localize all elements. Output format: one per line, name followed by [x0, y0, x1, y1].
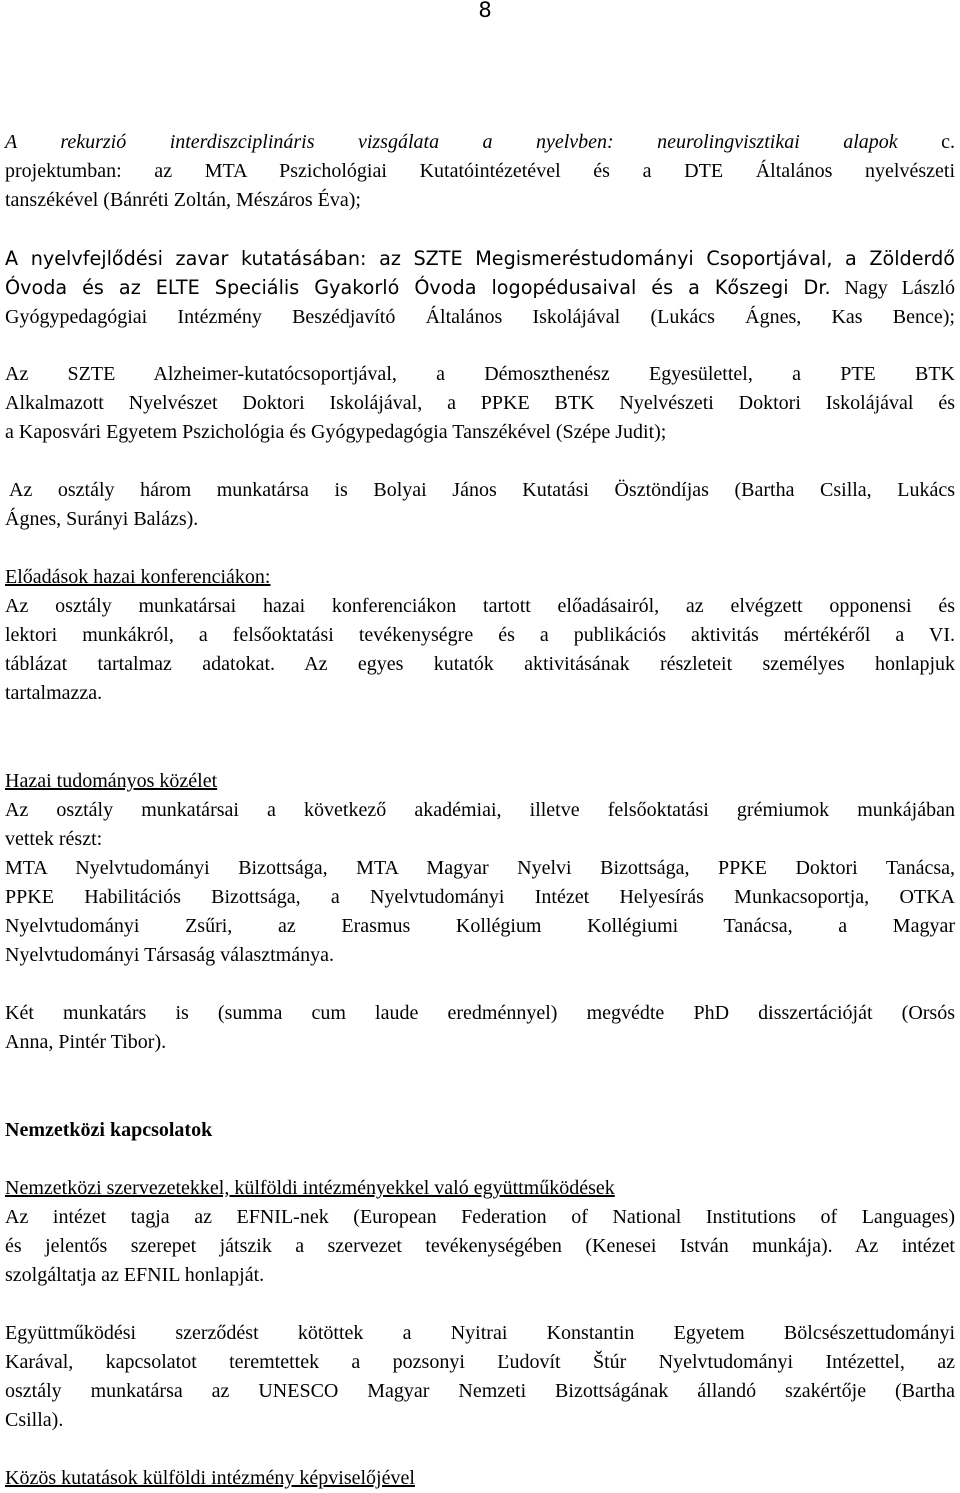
paragraph-text: c. — [941, 131, 956, 153]
paragraph-line: PPKE Habilitációs Bizottsága, a Nyelvtudományi Intézet Helyesírás Munkacsoportja, OTKA — [5, 886, 955, 908]
paragraph-line: Az SZTE Alzheimer-kutatócsoportjával, a Démoszthenész Egyesülettel, a PTE BTK — [5, 363, 955, 385]
paragraph-line: lektori munkákról, a felsőoktatási tevékenységre és a publikációs aktivitás mértékéről a VI. — [5, 624, 955, 646]
paragraph-line: Együttműködési szerződést kötöttek a Nyitrai Konstantin Egyetem Bölcsészettudományi — [5, 1322, 955, 1344]
heading-kozos — [5, 1464, 955, 1493]
paragraph-alzheimer — [5, 360, 955, 447]
page-number: 8 — [478, 0, 492, 22]
paragraph-line: Ágnes, Surányi Balázs). — [5, 508, 199, 530]
paragraph-line: tanszékével (Bánréti Zoltán, Mészáros Éva); — [5, 189, 361, 211]
paragraph-rekurzio — [5, 128, 955, 215]
paragraph-nyelvfejlodesi — [5, 244, 955, 332]
paragraph-text: Nagy László — [844, 277, 955, 299]
paragraph-line: projektumban: az MTA Pszichológiai Kutatóintézetével és a DTE Általános nyelvészeti — [5, 160, 955, 182]
paragraph-text: Óvoda és az ELTE Speciális Gyakorló Óvoda logopédusaival és a Kőszegi Dr. — [5, 276, 831, 299]
heading-szervezetek — [5, 1174, 955, 1203]
paragraph-phd — [5, 999, 955, 1057]
paragraph-line: szolgáltatja az EFNIL honlapját. — [5, 1264, 265, 1286]
paragraph-egyuttmukodes — [5, 1319, 955, 1435]
paragraph-line: táblázat tartalmaz adatokat. Az egyes kutatók aktivitásának részleteit személyes honlapjuk — [5, 653, 955, 675]
paragraph-line: tartalmazza. — [5, 682, 103, 704]
paragraph-line: Az intézet tagja az EFNIL-nek (European Federation of National Institutions of Languages) — [5, 1206, 955, 1228]
section-heading: Közös kutatások külföldi intézmény képviselőjével — [5, 1467, 415, 1489]
paragraph-line — [5, 128, 955, 157]
heading-eloadasok — [5, 563, 955, 592]
section-heading: Nemzetközi kapcsolatok — [5, 1119, 213, 1141]
paragraph-line: osztály munkatársa az UNESCO Magyar Nemzeti Bizottságának állandó szakértője (Bartha — [5, 1380, 955, 1402]
paragraph-line: Anna, Pintér Tibor). — [5, 1031, 167, 1053]
paragraph-efnil — [5, 1203, 955, 1290]
paragraph-line — [5, 273, 955, 303]
paragraph-bolyai — [5, 476, 955, 534]
heading-hazai — [5, 767, 955, 796]
paragraph-eloadasok — [5, 592, 955, 708]
paragraph-line: Gyógypedagógiai Intézmény Beszédjavító Általános Iskolájával (Lukács Ágnes, Kas Bence); — [5, 306, 955, 328]
paragraph-line: Az osztály három munkatársa is Bolyai János Kutatási Ösztöndíjas (Bartha Csilla, Lukács — [9, 479, 955, 501]
paragraph-line: Alkalmazott Nyelvészet Doktori Iskolájával, a PPKE BTK Nyelvészeti Doktori Iskolájával és — [5, 392, 955, 414]
heading-nemzetkozi — [5, 1116, 955, 1145]
section-heading: Nemzetközi szervezetekkel, külföldi intézményekkel való együttműködések — [5, 1177, 615, 1199]
paragraph-line: Az osztály munkatársai a következő akadémiai, illetve felsőoktatási grémiumok munkájában — [5, 799, 955, 821]
paragraph-line: Két munkatárs is (summa cum laude eredménnyel) megvédte PhD disszertációját (Orsós — [5, 1002, 955, 1024]
paragraph-gremiumok — [5, 796, 955, 970]
paragraph-line: a Kaposvári Egyetem Pszichológia és Gyógypedagógia Tanszékével (Szépe Judit); — [5, 421, 667, 443]
paragraph-line: Karával, kapcsolatot teremtettek a pozsonyi Ľudovít Štúr Nyelvtudományi Intézettel, az — [5, 1351, 955, 1373]
paragraph-line: Nyelvtudományi Zsűri, az Erasmus Kollégium Kollégiumi Tanácsa, a Magyar — [5, 915, 955, 937]
section-heading: Hazai tudományos közélet — [5, 770, 218, 792]
paragraph-line: Csilla). — [5, 1409, 64, 1431]
paragraph-line: Az osztály munkatársai hazai konferenciákon tartott előadásairól, az elvégzett opponensi és — [5, 595, 955, 617]
paragraph-line: A nyelvfejlődési zavar kutatásában: az SZTE Megismeréstudományi Csoportjával, a Zölderdő — [5, 247, 955, 270]
paragraph-line: vettek részt: — [5, 828, 103, 850]
paragraph-line: és jelentős szerepet játszik a szervezet tevékenységében (Kenesei István munkája). Az intézet — [5, 1235, 955, 1257]
paragraph-line: MTA Nyelvtudományi Bizottsága, MTA Magyar Nyelvi Bizottsága, PPKE Doktori Tanácsa, — [5, 857, 955, 879]
italic-project-title: A rekurzió interdiszciplináris vizsgálata a nyelvben: neurolingvisztikai alapok — [5, 131, 898, 153]
section-heading: Előadások hazai konferenciákon: — [5, 566, 271, 588]
paragraph-line: Nyelvtudományi Társaság választmánya. — [5, 944, 334, 966]
